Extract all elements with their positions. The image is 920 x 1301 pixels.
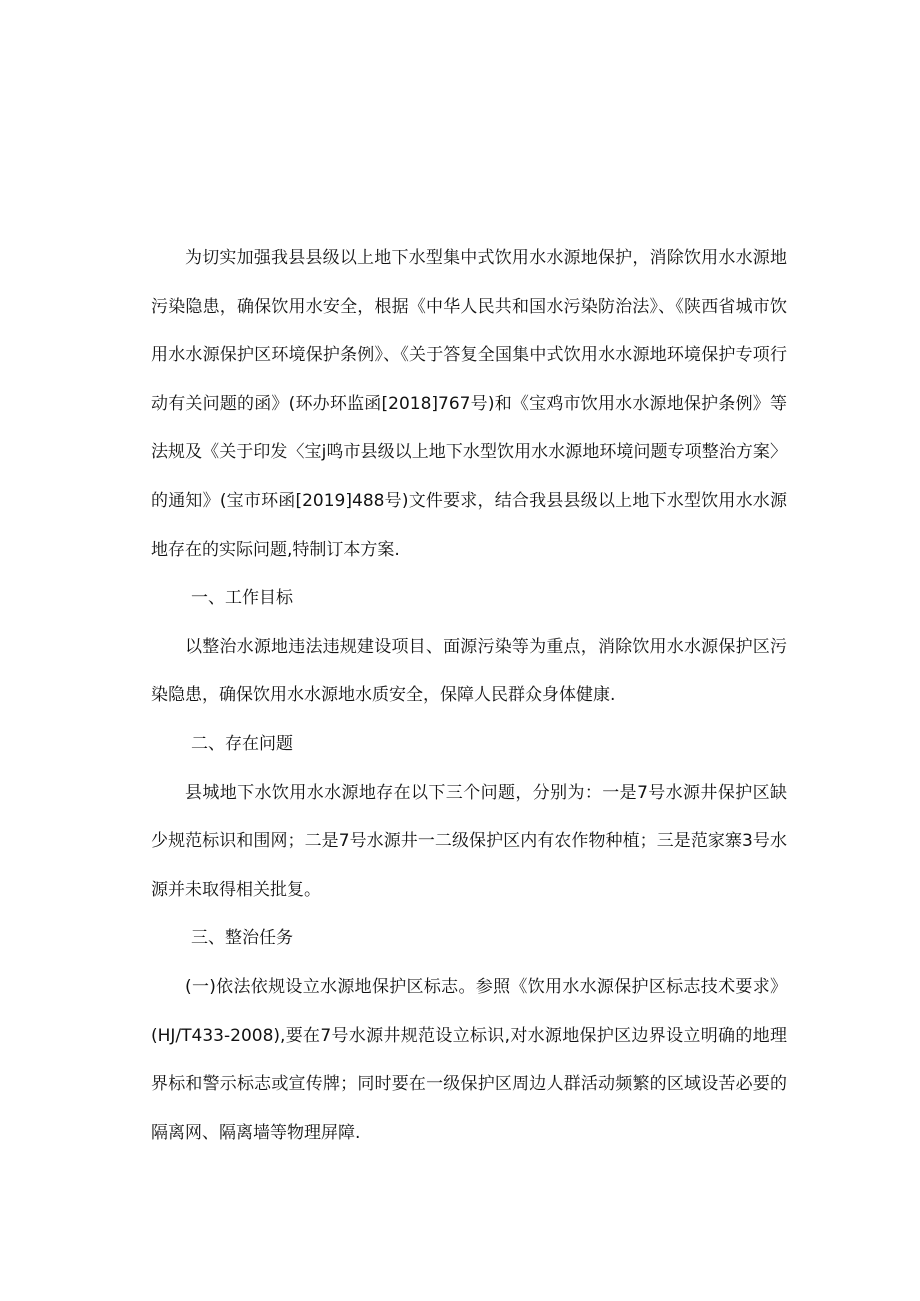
intro-paragraph: 为切实加强我县县级以上地下水型集中式饮用水水源地保护，消除饮用水水源地污染隐患，确保饮用水安全，根据《中华人民共和国水污染防治法》、《陕西省城市饮用水水源保护区环境保护条例》、《关于答复全国集中式饮用水水源地环境保护专项行动有关问题的函》(环办环监函[2018]767号)和《宝鸡市饮用水水源地保护条例》等法规及《关于印发〈宝j鸣市县级以上地下水型饮用水水源地环境问题专项整治方案〉的通知》(宝市环函[2019]488号)文件要求，结合我县县级以上地下水型饮用水水源地存在的实际问题,特制订本方案.	[151, 248, 787, 560]
goals-paragraph: 以整治水源地违法违规建设项目、面源污染等为重点，消除饮用水水源保护区污染隐患，确保饮用水水源地水质安全，保障人民群众身体健康.	[151, 636, 787, 706]
document-body	[151, 234, 787, 1157]
section-heading-goals: 一、工作目标	[191, 588, 293, 609]
section-heading-tasks: 三、整治任务	[191, 928, 293, 949]
problems-paragraph: 县城地下水饮用水水源地存在以下三个问题，分别为：一是7号水源井保护区缺少规范标识和围网；二是7号水源井一二级保护区内有农作物种植；三是范家寨3号水源并未取得相关批复。	[151, 782, 787, 900]
tasks-paragraph-1: (一)依法依规设立水源地保护区标志。参照《饮用水水源保护区标志技术要求》(HJ/T433-2008),要在7号水源井规范设立标识,对水源地保护区边界设立明确的地理界标和警示标志或宣传牌；同时要在一级保护区周边人群活动频繁的区域设苦必要的隔离网、隔离墙等物理屏障.	[151, 976, 787, 1143]
section-heading-problems: 二、存在问题	[191, 733, 293, 754]
